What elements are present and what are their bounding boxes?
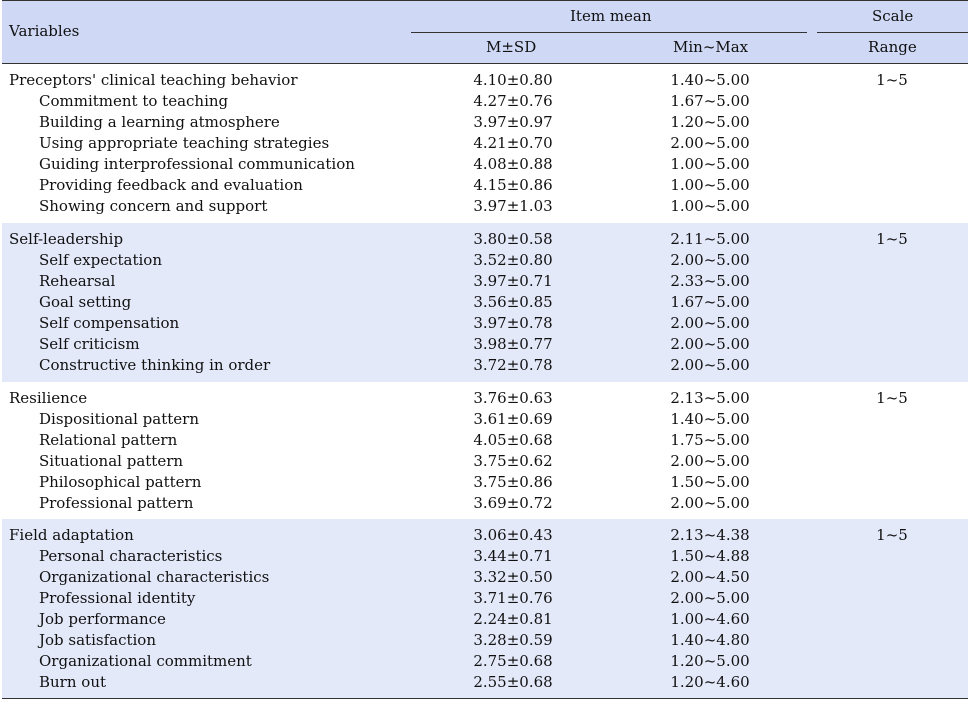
header-scale: Scale: [872, 7, 914, 25]
msd-cell: 3.56±0.85: [473, 293, 553, 311]
table-row: [2, 292, 968, 313]
table-row: [2, 334, 968, 355]
minmax-cell: 2.00~5.00: [670, 134, 750, 152]
msd-cell: 2.75±0.68: [473, 652, 553, 670]
minmax-cell: 1.75~5.00: [670, 431, 750, 449]
minmax-cell: 1.40~5.00: [670, 410, 750, 428]
header-range: Range: [868, 38, 917, 56]
msd-cell: 4.05±0.68: [473, 431, 553, 449]
msd-cell: 3.75±0.62: [473, 452, 553, 470]
subscale-name: Self expectation: [39, 251, 162, 269]
minmax-cell: 1.40~4.80: [670, 631, 750, 649]
minmax-cell: 1.00~5.00: [670, 197, 750, 215]
minmax-cell: 1.00~4.60: [670, 610, 750, 628]
subscale-name: Burn out: [39, 673, 107, 691]
minmax-cell: 1.40~5.00: [670, 71, 750, 89]
msd-cell: 3.72±0.78: [473, 356, 553, 374]
minmax-cell: 1.67~5.00: [670, 293, 750, 311]
msd-cell: 3.52±0.80: [473, 251, 553, 269]
subscale-name: Professional pattern: [39, 494, 194, 512]
table-row: [2, 546, 968, 567]
msd-cell: 3.97±1.03: [473, 197, 553, 215]
subscale-name: Providing feedback and evaluation: [39, 176, 303, 194]
msd-cell: 4.15±0.86: [473, 176, 553, 194]
subscale-name: Personal characteristics: [39, 547, 223, 565]
subscale-name: Professional identity: [39, 589, 196, 607]
table-row: [2, 388, 968, 409]
table-row: [2, 271, 968, 292]
subscale-name: Building a learning atmosphere: [39, 113, 280, 131]
minmax-cell: 1.20~5.00: [670, 652, 750, 670]
table-row: [2, 133, 968, 154]
table-row: [2, 567, 968, 588]
header-variables: Variables: [9, 22, 80, 40]
table-row: [2, 91, 968, 112]
statistics-table: [2, 0, 968, 699]
subscale-name: Situational pattern: [39, 452, 184, 470]
table-row: [2, 672, 968, 693]
subscale-name: Dispositional pattern: [39, 410, 199, 428]
minmax-cell: 2.00~5.00: [670, 589, 750, 607]
msd-cell: 3.75±0.86: [473, 473, 553, 491]
table-row: [2, 112, 968, 133]
header-msd: M±SD: [486, 38, 537, 56]
msd-cell: 3.69±0.72: [473, 494, 553, 512]
msd-cell: 3.97±0.97: [473, 113, 553, 131]
minmax-cell: 2.13~4.38: [670, 526, 750, 544]
header-divider-scale: [817, 32, 968, 33]
msd-cell: 4.10±0.80: [473, 71, 553, 89]
table-row: [2, 229, 968, 250]
table-body: [2, 64, 968, 698]
msd-cell: 2.24±0.81: [473, 610, 553, 628]
subscale-name: Philosophical pattern: [39, 473, 202, 491]
minmax-cell: 2.00~5.00: [670, 356, 750, 374]
msd-cell: 3.61±0.69: [473, 410, 553, 428]
group-section: [2, 519, 968, 698]
msd-cell: 3.28±0.59: [473, 631, 553, 649]
table-row: [2, 175, 968, 196]
minmax-cell: 2.13~5.00: [670, 389, 750, 407]
minmax-cell: 1.00~5.00: [670, 176, 750, 194]
msd-cell: 3.97±0.78: [473, 314, 553, 332]
msd-cell: 3.06±0.43: [473, 526, 553, 544]
table-row: [2, 588, 968, 609]
msd-cell: 3.97±0.71: [473, 272, 553, 290]
range-cell: 1~5: [876, 230, 908, 248]
msd-cell: 3.71±0.76: [473, 589, 553, 607]
minmax-cell: 2.00~5.00: [670, 452, 750, 470]
subscale-name: Relational pattern: [39, 431, 178, 449]
minmax-cell: 1.20~4.60: [670, 673, 750, 691]
minmax-cell: 2.00~4.50: [670, 568, 750, 586]
group-section: [2, 382, 968, 519]
msd-cell: 3.80±0.58: [473, 230, 553, 248]
range-cell: 1~5: [876, 389, 908, 407]
subscale-name: Job satisfaction: [39, 631, 156, 649]
msd-cell: 3.44±0.71: [473, 547, 553, 565]
group-name: Field adaptation: [9, 526, 134, 544]
header-item-mean: Item mean: [570, 7, 652, 25]
group-section: [2, 64, 968, 223]
subscale-name: Job performance: [39, 610, 166, 628]
table-row: [2, 609, 968, 630]
msd-cell: 3.32±0.50: [473, 568, 553, 586]
subscale-name: Guiding interprofessional communication: [39, 155, 355, 173]
table-row: [2, 630, 968, 651]
minmax-cell: 1.00~5.00: [670, 155, 750, 173]
msd-cell: 4.27±0.76: [473, 92, 553, 110]
range-cell: 1~5: [876, 526, 908, 544]
table-row: [2, 196, 968, 217]
minmax-cell: 2.33~5.00: [670, 272, 750, 290]
table-row: [2, 472, 968, 493]
msd-cell: 2.55±0.68: [473, 673, 553, 691]
minmax-cell: 2.11~5.00: [670, 230, 750, 248]
group-name: Self-leadership: [9, 230, 124, 248]
subscale-name: Showing concern and support: [39, 197, 268, 215]
subscale-name: Rehearsal: [39, 272, 116, 290]
table-header: [2, 0, 968, 64]
subscale-name: Goal setting: [39, 293, 132, 311]
table-row: [2, 430, 968, 451]
table-row: [2, 250, 968, 271]
table-row: [2, 525, 968, 546]
msd-cell: 3.76±0.63: [473, 389, 553, 407]
minmax-cell: 2.00~5.00: [670, 314, 750, 332]
minmax-cell: 2.00~5.00: [670, 494, 750, 512]
subscale-name: Commitment to teaching: [39, 92, 229, 110]
header-divider-item-mean: [411, 32, 807, 33]
header-minmax: Min~Max: [673, 38, 749, 56]
subscale-name: Self criticism: [39, 335, 140, 353]
table-bottom-rule: [2, 698, 968, 699]
subscale-name: Organizational commitment: [39, 652, 252, 670]
minmax-cell: 1.50~4.88: [670, 547, 750, 565]
group-section: [2, 223, 968, 382]
msd-cell: 4.21±0.70: [473, 134, 553, 152]
msd-cell: 3.98±0.77: [473, 335, 553, 353]
table-row: [2, 493, 968, 514]
table-row: [2, 355, 968, 376]
minmax-cell: 2.00~5.00: [670, 335, 750, 353]
table-row: [2, 451, 968, 472]
subscale-name: Self compensation: [39, 314, 180, 332]
minmax-cell: 2.00~5.00: [670, 251, 750, 269]
group-name: Resilience: [9, 389, 88, 407]
minmax-cell: 1.50~5.00: [670, 473, 750, 491]
table-row: [2, 651, 968, 672]
subscale-name: Using appropriate teaching strategies: [39, 134, 330, 152]
table-row: [2, 313, 968, 334]
msd-cell: 4.08±0.88: [473, 155, 553, 173]
table-row: [2, 70, 968, 91]
table-row: [2, 409, 968, 430]
subscale-name: Constructive thinking in order: [39, 356, 271, 374]
range-cell: 1~5: [876, 71, 908, 89]
group-name: Preceptors' clinical teaching behavior: [9, 71, 298, 89]
subscale-name: Organizational characteristics: [39, 568, 270, 586]
table-row: [2, 154, 968, 175]
minmax-cell: 1.20~5.00: [670, 113, 750, 131]
minmax-cell: 1.67~5.00: [670, 92, 750, 110]
